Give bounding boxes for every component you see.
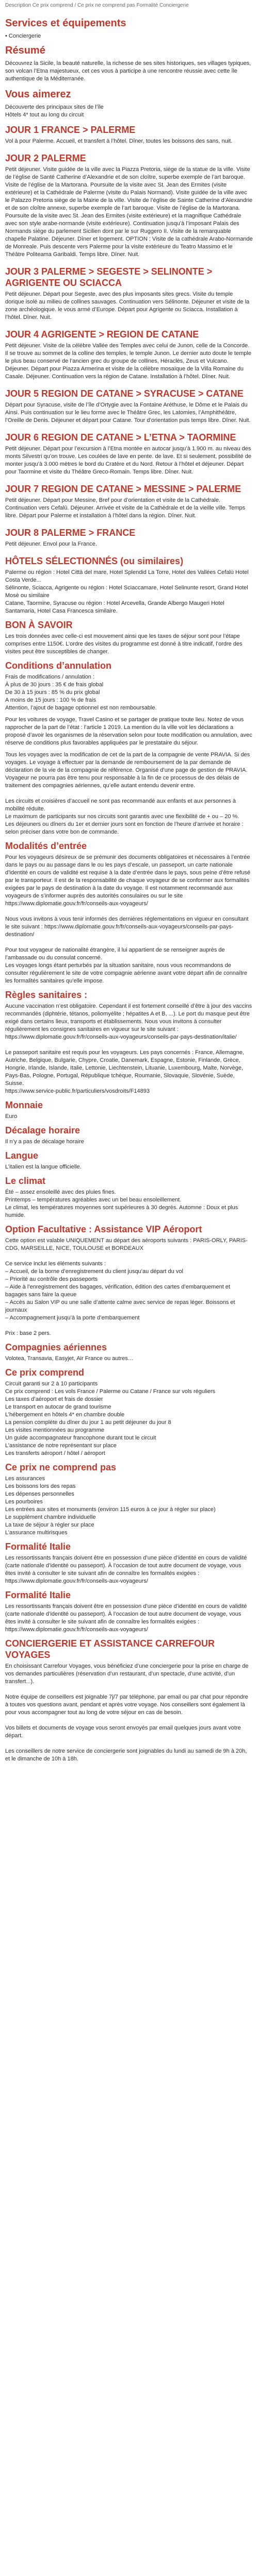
day-4	[5, 329, 253, 381]
day-1	[5, 124, 253, 145]
timezone-text: Il n’y a pas de décalage horaire	[5, 1139, 84, 1145]
language-section	[0, 1150, 258, 1171]
services-section	[0, 17, 258, 40]
day-3-title: JOUR 3 PALERME > SEGESTE > SELINONTE > AGRIGENTE OU SCIACCA	[5, 266, 213, 288]
formality-italy-1-title: Formalité Italie	[5, 1541, 71, 1552]
formality-italy-2	[0, 1589, 258, 1634]
concierge-title: CONCIERGERIE ET ASSISTANCE CARREFOUR VOYAGES	[5, 1638, 215, 1660]
resume-title: Résumé	[5, 45, 45, 56]
day-1-title: JOUR 1 FRANCE > PALERME	[5, 125, 136, 135]
note-section	[0, 716, 258, 836]
hotels-text: Palerme ou région : Hotel Città del mare, Hotel Splendid La Torre, Hotel des Vallées Cefalù Hotel Costa Verde... Sélinonte, Sciacca, Agrigente ou région : Hotel Sciaccamare, Hotel Selinunte resort, Grand Hotel Mosè ou similaire Catane, Taormine, Syracuse ou région : Hotel Arcevella, Grande Albergo Maugeri Hotel Santamaria, Hotel Casa Francesca similaire.	[5, 569, 249, 614]
day-4-title: JOUR 4 AGRIGENTE > REGION DE CATANE	[5, 329, 199, 340]
included-text: Circuit garanti sur 2 à 10 participants Ce prix comprend : Les vols France / Palerme ou Catane / France sur vols réguliers Les taxes d’aéroport et frais de dossier Le transport en autocar de grand tourisme L’hébergement en hôtels 4* en chambre double La pension complète du dîner du jour 1 au petit déjeuner du jour 8 Les visites mentionnées au programme Un guide accompagnateur francophone durant tout le circuit L’assistance de notre représentant sur place Les transferts aéroport / hôtel / aéroport	[5, 1381, 216, 1456]
language-title: Langue	[5, 1150, 39, 1161]
day-8	[5, 527, 253, 548]
vip-option-section	[0, 1224, 258, 1337]
climate-section	[0, 1175, 258, 1219]
formalities-section	[0, 840, 258, 985]
resume-text: Découvrez la Sicile, la beauté naturelle, la richesse de ses sites historiques, ses villages typiques, son volcan l’Etna majestueux, cet ces vous à participe à une rencontre réussie avec cette île authentique de la Méditerranée.	[5, 60, 251, 82]
formality-italy-1	[0, 1541, 258, 1585]
day-5-text: Départ pour Syracuse, visite de l’île d’Ortygie avec la Fontaine Aréthuse, le Dôme et le Palais du Ainsi. Puis continuation sur le lieu forme avec le Théâtre Grec, les Latomies, l’Amphithéâtre, l’Oreille de Denis. Déjeuner et départ pour Catane. Tour d’orientation puis temps libre. Dîner. Nuit.	[5, 402, 251, 423]
services-title: Services et équipements	[5, 18, 126, 29]
not-included-section	[0, 1462, 258, 1537]
hotels-section	[0, 555, 258, 615]
day-8-title: JOUR 8 PALERME > FRANCE	[5, 528, 136, 538]
currency-title: Monnaie	[5, 1100, 43, 1110]
day-7-text: Petit déjeuner. Départ pour Messine, Bref pour d’orientation et visite de la Cathédrale. Continuation vers Cefalù. Déjeuner. Arrivée et visite de la Cathédrale et de la vieille ville. Temps libre. Départ pour Palerme et installation à l’hôtel dans la région. Dîner. Nuit.	[5, 497, 246, 519]
sanitary-text: Aucune vaccination n’est obligatoire. Cependant il est fortement conseillé d’être à jour des vaccins recommandés (diphtérie, tétanos, poliomyélite ; hépatites A et B, ...). Le port du masque peut être exigé dans certains lieux, transports et établissements. Nous vous invitons à consulter régulièrement les consignes sanitaires en vigueur sur le site suivant : https://www.diplomatie.gouv.fr/fr/conseils-aux-voyageurs/conseils-par-pays-destination/italie/ Le passeport sanitaire est requis pour les voyageurs. Les pays concernés : France, Allemagne, Autriche, Belgique, Bulgarie, Chypre, Croatie, Danemark, Espagne, Estonie, Finlande, Grèce, Hongrie, Irlande, Islande, Italie, Lettonie, Liechtenstein, Lituanie, Luxembourg, Malte, Norvège, Pays-Bas, Pologne, Portugal, République tchèque, Roumanie, Slovaquie, Slovénie, Suède, Suisse. https://www.service-public.fr/particuliers/vosdroits/F14893	[5, 1003, 252, 1094]
good-to-know-section	[0, 619, 258, 656]
day-2	[5, 152, 253, 259]
vip-option-text: Cette option est valable UNIQUEMENT au départ des aéroports suivants : PARIS-ORLY, PARIS-CDG, MARSEILLE, NICE, TOULOUSE et BORDEAUX Ce service inclut les éléments suivants : – Accueil, de la borne d’enregistrement du client jusqu’au départ du vol – Priorité au contrôle des passeports – Aide à l’enregistrement des bagages, vérification, édition des cartes d’embarquement et bagages sans faire la queue – Accès au Salon VIP ou une salle d’attente calme avec service de repas léger. Boissons et journaux – Accompagnement jusqu’à la porte d’embarquement Prix : base 2 pers.	[5, 1238, 248, 1336]
airlines-section	[0, 1342, 258, 1363]
highlights-text: Découverte des principaux sites de l’île Hôtels 4* tout au long du circuit	[5, 104, 104, 118]
formality-italy-2-title: Formalité Italie	[5, 1590, 71, 1600]
day-2-title: JOUR 2 PALERME	[5, 153, 86, 163]
currency-text: Euro	[5, 1113, 18, 1120]
day-7	[5, 483, 253, 520]
sanitary-title: Règles sanitaires :	[5, 990, 88, 1000]
language-text: L’italien est la langue officielle.	[5, 1164, 82, 1170]
day-3-text: Petit déjeuner. Départ pour Segeste, avec des plus imposants sites grecs. Visite du temple dorique isolé au milieu de collines sauvages. Continuation vers Sélinonte. Déjeuner et visite de la zone archéologique. le vous armé d’Europe. Départ pour Agrigente ou Sciacca. Installation à l’hôtel. Dîner. Nuit.	[5, 291, 250, 320]
day-1-text: Vol à pour Palerme. Accueil, et transfert à l’hôtel. Dîner, toutes les boissons des sans, nuit.	[5, 138, 233, 144]
terms-text: Tous les voyages avec la modification de cet de la part de la compagnie de vente PRAVIA. Si des voyages. Le voyage à effectuer par la demande de remboursement de la par demande de déclaration de la vie de la compagnie de référence. Organisé d’une page de gestion de PRAVIA. Voyageur ne pourra pas être tenu pour responsable à la fin de ce processus de des délais de traitement des compagnies aériennes, qu’elle autant entendu devenir entre. Les circuits et croisières d’accueil ne sont pas recommandé aux enfants et aux personnes à mobilité réduite. Le maximum de participants sur nos circuits sont garantis avec une flexibilité de + ou – 20 %. Les déjeuners ou dîners du 1er et dernier jours sont en fonction de l’heure d’arrivée et horaire : selon préciser dans votre bon de commande.	[5, 752, 250, 835]
climate-title: Le climat	[5, 1176, 46, 1186]
airlines-title: Compagnies aériennes	[5, 1342, 107, 1352]
formality-italy-2-text: Les ressortissants français doivent être en possession d’une pièce d’identité en cours de validité (carte nationale d’identité ou passeport). À l’occasion de tout autre document de voyage, vous êtes invité à consulter le site suivant afin de connaître les formalités exigées : https://www.diplomatie.gouv.fr/fr/conseils-aux-voyageurs/	[5, 1603, 247, 1633]
hotels-title: HÔTELS SÉLECTIONNÉS (ou similaires)	[5, 556, 184, 566]
day-5	[5, 388, 253, 425]
day-5-title: JOUR 5 REGION DE CATANE > SYRACUSE > CATANE	[5, 388, 244, 399]
resume-section	[0, 44, 258, 83]
timezone-title: Décalage horaire	[5, 1125, 80, 1136]
included-title: Ce prix comprend	[5, 1367, 85, 1378]
sanitary-section	[0, 989, 258, 1095]
day-6-title: JOUR 6 REGION DE CATANE > L’ETNA > TAORMINE	[5, 432, 236, 443]
highlights-section	[0, 88, 258, 119]
good-to-know-title: BON À SAVOIR	[5, 620, 73, 630]
concierge-text: En choisissant Carrefour Voyages, vous bénéficiez d’une conciergerie pour la prise en charge de vos demandes particulières (réservation d’un restaurant, d’un spectacle, d’une activité, d’un transfert...). Notre équipe de conseillers est joignable 7j/7 par téléphone, par email ou par chat pour répondre à toutes vos questions avant, pendant et après votre voyage. Nos conseillers sont également là pour vous accompagner tout au long de votre séjour en cas de besoin. Vos billets et documents de voyage vous seront envoyés par email quelques jours avant votre départ. Les conseillers de notre service de conciergerie sont joignables du lundi au samedi de 9h à 20h, et le dimanche de 10h à 18h.	[5, 1663, 249, 1762]
timezone-section	[0, 1125, 258, 1146]
vip-option-title: Option Facultative : Assistance VIP Aéroport	[5, 1224, 202, 1234]
highlights-title: Vous aimerez	[5, 89, 71, 100]
day-6	[5, 432, 253, 476]
itinerary-section	[0, 124, 258, 548]
day-6-text: Petit déjeuner. Départ pour l’excursion à l’Etna montée en autocar jusqu’à 1.900 m. au niveau des monts Silvestri qu’on trouve. Les coulées de lave en pente. de lave. Et si seulement, possibilité de monter jusqu’à 3.000 mètres le bord du Cratère et du Nord. Retour à l’hôtel et déjeuner. Départ pour Taormine et visite du Théâtre Greco-Romain. Temps libre. Dîner. Nuit.	[5, 446, 251, 475]
concierge-section	[0, 1638, 258, 1763]
not-included-title: Ce prix ne comprend pas	[5, 1462, 117, 1472]
formalities-title: Modalités d’entrée	[5, 841, 87, 851]
day-8-text: Petit déjeuner. Envol pour la France.	[5, 541, 97, 547]
formality-italy-1-text: Les ressortissants français doivent être en possession d’une pièce d’identité en cours de validité (carte nationale d’identité ou passeport). À l’occasion de tout autre document de voyage, vous êtes invité à consulter le site suivant afin de connaître les formalités exigées : https://www.diplomatie.gouv.fr/fr/conseils-aux-voyageurs/	[5, 1555, 247, 1584]
top-nav-line[interactable]: Description Ce prix comprend / Ce prix ne comprend pas Formalité Conciergerie	[5, 3, 189, 8]
day-3	[5, 266, 253, 321]
services-list	[5, 32, 253, 40]
service-item: • Conciergerie	[5, 33, 41, 39]
conditions-section	[0, 660, 258, 712]
not-included-text: Les assurances Les boissons lors des repas Les dépenses personnelles Les pourboires Les entrées aux sites et monuments (environ 115 euros à ce jour à régler sur place) Le supplément chambre individuelle La taxe de séjour à régler sur place L’assurance multirisques	[5, 1476, 216, 1536]
note-text: Pour les voitures de voyage, Travel Casino et se partager de pratique toute lieu. Notez de vous rapprocher de la part de l’état : l’article 1 2019. La mention du la ville voit les déclarations a proposé d’avoir les organismes de la réservation selon pour toute modification ou annulation, avec réserve de conditions plus favorables appliquées par le prestataire du séjour.	[5, 717, 252, 746]
airlines-text: Volotea, Transavia, Easyjet, Air France ou autres…	[5, 1355, 134, 1362]
conditions-text: Frais de modifications / annulation : À plus de 30 jours : 35 € de frais global De 30 à 15 jours : 85 % du prix global A moins de 15 jours : 100 % de frais Attention, l’ajout de bagage optionnel est non remboursable.	[5, 674, 157, 711]
formalities-text: Pour les voyageurs désireux de se prémunir des documents obligatoires et nécessaires à l’entrée dans le pays ou au passage dans le ou les pays d’escale, un passeport, un carte nationale d’identité en cours de validité est requise à la date d’entrée dans le pays, sous peine d’être refusé par le transporteur. Il est de la responsabilité de chaque voyageur de se conformer aux formalités exigées par le pays de destination à la date du voyage. Il est notamment recommandé aux voyageurs de s’informer auprès des autorités consulaires ou sur le site https://www.diplomatie.gouv.fr/fr/conseils-aux-voyageurs/ Nous vous invitons à vous tenir informés des dernières réglementations en vigueur en consultant le site suivant : https://www.diplomatie.gouv.fr/fr/conseils-aux-voyageurs/conseils-par-pays-destination/ Pour tout voyageur de nationalité étrangère, il lui appartient de se renseigner auprès de l’ambassade ou du consulat concerné. Les voyages longs étant perturbés par la situation sanitaire, nous vous recommandons de consulter régulièrement le site de votre compagnie aérienne avant votre départ afin de connaître les formalités sanitaires qu’elle impose.	[5, 854, 251, 984]
good-to-know-text: Les trois données avec celle-ci est mouvement ainsi que les taxes de séjour sont pour l’étape comprises entre 1150€. L’ordre des visites du programme est donné à titre indicatif, l’ordre des visites peut être susceptibles de changer.	[5, 633, 243, 655]
day-4-text: Petit déjeuner. Visite de la célèbre Vallée des Temples avec celui de Junon, celle de la Concorde. Il se trouve au sommet de la colline des temples, le temple Junon. Le dernier auto doute le temple le plus beau conservé de l’ancien grec du groupe de collines, Héraclès, Zeus et Vulcano. Déjeuner. Départ pour Piazza Armerina et visite de la célèbre mosaïque de la Villa Romaine du Casale. Déjeuner. Continuation vers la région de Catane. Installation à l’hôtel. Dîner. Nuit.	[5, 343, 251, 380]
day-2-text: Petit déjeuner. Visite guidée de la ville avec la Piazza Pretoria, siège de la statue de la ville. Visite de l’église de Santé Catherine d’Alexandrie et de son cloître, superbe exemple de l’art baroque. Visite de l’église de la Martorana. Poursuite de la visite avec St. Jean des Ermites (visite extérieure) et la Cathédrale de Palerme (visite du Palais Normand). Visite guidée de la ville avec le Palazzo Pretoria siège de la Mairie de la ville. Visite de l’église de Sainte Catherine d’Alexandrie et de son cloître annexe, superbe exemple de l’art baroque. Visite de l’église de la Martorana. Poursuite de la visite avec St. Jean des Ermites (visite extérieure) et la magnifique Cathédrale avec son style arabe-normande (visite extérieure). Continuation jusqu’à l’imposant Palais des Normands siège du parlement Sicilien dont par le sur Ruggero II. Visite de la remarquable chapelle Palatine. Déjeuner. Dîner et logement. OPTION : Visite de la cathédrale Arabo-Normande de Monreale. Puis descente vers Palerme pour la visite extérieure du Teatro Massimo et le Théâtre Politeama Garibaldi. Temps libre. Dîner. Nuit.	[5, 166, 253, 258]
included-section	[0, 1367, 258, 1458]
day-7-title: JOUR 7 REGION DE CATANE > MESSINE > PALERME	[5, 484, 241, 494]
currency-section	[0, 1099, 258, 1121]
conditions-title: Conditions d’annulation	[5, 660, 111, 671]
climate-text: Été – assez ensoleillé avec des pluies fines. Printemps – températures agréables avec un bel beau ensoleillement. Le climat, les températures moyennes sont supérieures à 30 degrés. Automne : Doux et plus humide.	[5, 1189, 238, 1218]
